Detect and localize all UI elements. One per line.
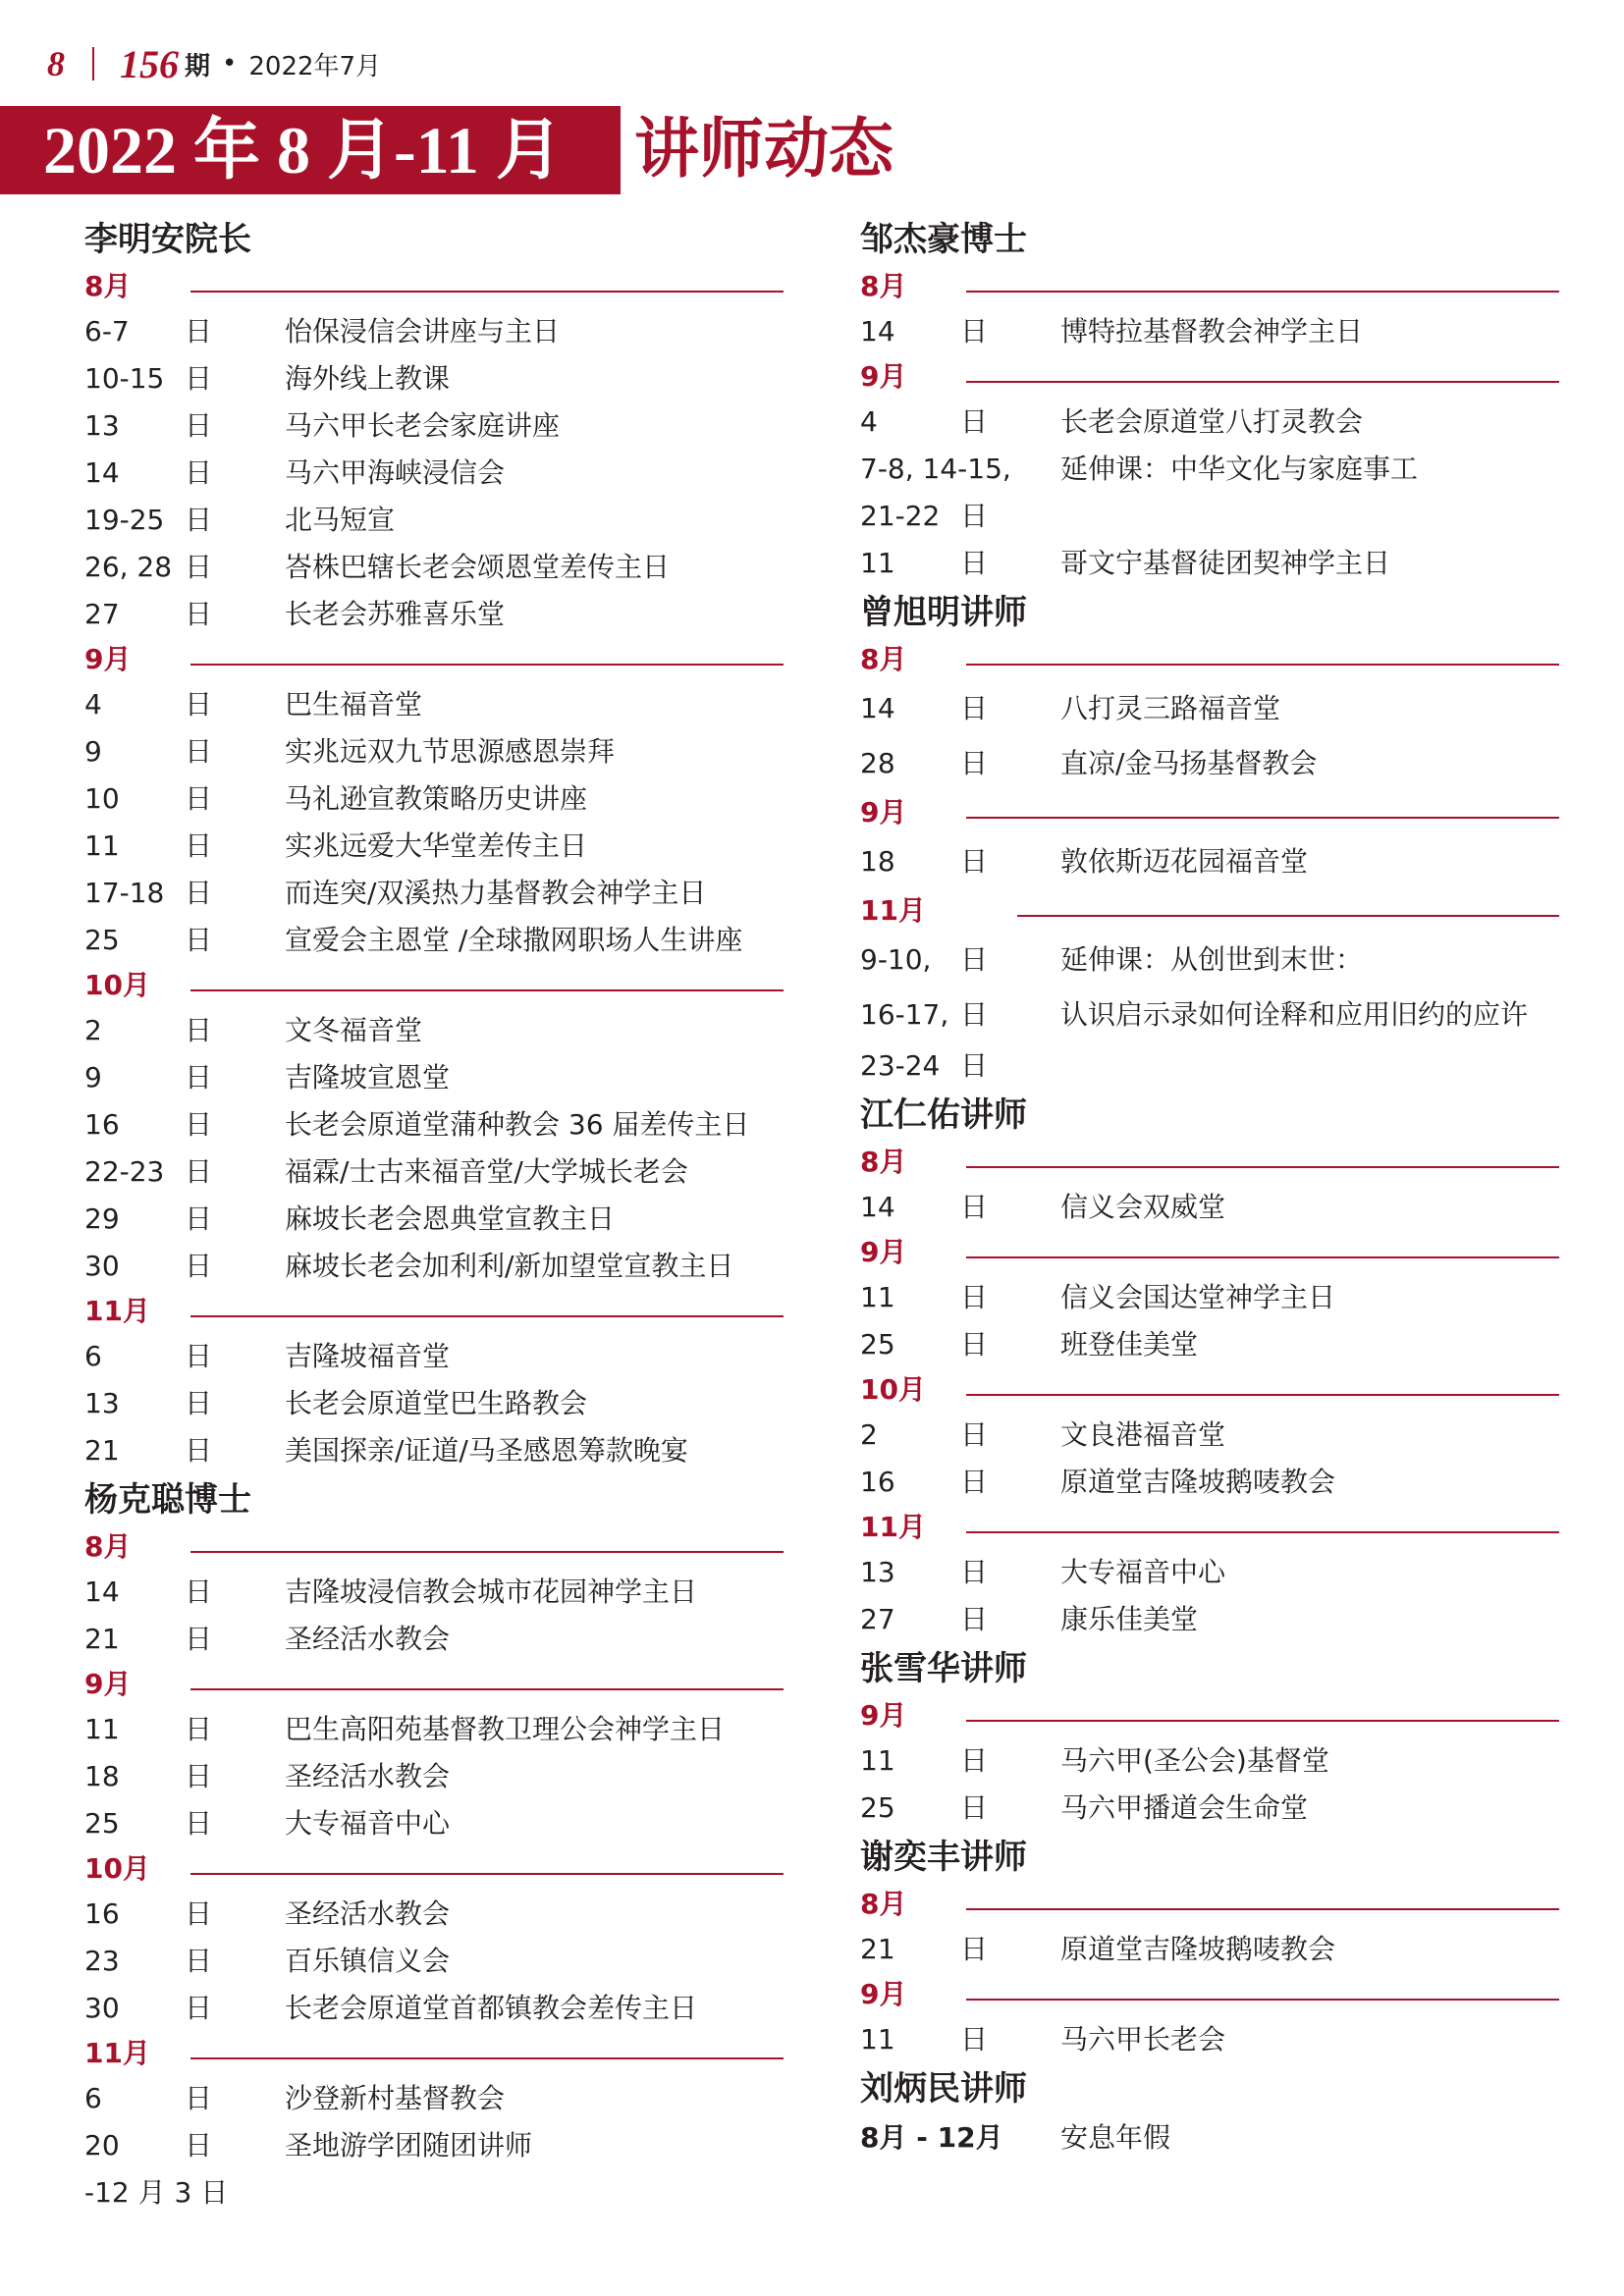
day-label: 日 (185, 504, 213, 536)
month-label: 8月 (860, 643, 907, 675)
day-label: 日 (960, 998, 989, 1031)
schedule-row (860, 1926, 1559, 1973)
schedule-row (860, 1596, 1559, 1643)
schedule-event: 美国探亲/证道/马圣感恩筹款晚宴 (285, 1434, 688, 1467)
day-label: 日 (960, 405, 989, 438)
month-header (860, 265, 1559, 308)
month-label: 8月 (860, 1888, 907, 1920)
month-header (84, 265, 784, 308)
schedule-date: 16-17, (860, 998, 949, 1031)
schedule-row (84, 1891, 784, 1938)
schedule-event: 信义会双威堂 (1060, 1191, 1226, 1223)
month-divider (966, 1256, 1559, 1258)
day-label: 日 (185, 1108, 213, 1141)
schedule-row (860, 681, 1559, 736)
month-divider (190, 1315, 784, 1317)
schedule-event: 信义会国达堂神学主日 (1060, 1281, 1336, 1313)
day-label: 日 (185, 1992, 213, 2024)
schedule-event: 马六甲(圣公会)基督堂 (1060, 1744, 1329, 1777)
month-header (860, 638, 1559, 681)
schedule-row (860, 1274, 1559, 1321)
day-label: 日 (185, 1014, 213, 1046)
schedule-row (860, 493, 1559, 540)
month-divider (966, 664, 1559, 666)
day-label: 日 (185, 688, 213, 721)
schedule-date: 11 (84, 829, 120, 862)
schedule-row (860, 540, 1559, 587)
month-header (84, 1290, 784, 1333)
schedule-row (84, 1800, 784, 1847)
month-divider (966, 817, 1559, 819)
day-label: 日 (185, 1202, 213, 1235)
schedule-event: 圣经活水教会 (285, 1760, 451, 1792)
schedule-date: 21 (84, 1434, 120, 1467)
day-label: 日 (960, 1603, 989, 1635)
schedule-event: 海外线上教课 (285, 362, 451, 395)
schedule-row (84, 1569, 784, 1616)
schedule-event: 沙登新村基督教会 (285, 2082, 506, 2114)
schedule-event: 巴生福音堂 (285, 688, 423, 721)
right-column (860, 214, 1559, 2162)
month-label: 10月 (860, 1373, 926, 1406)
schedule-row (860, 1549, 1559, 1596)
day-label: 日 (185, 1340, 213, 1372)
schedule-event: 百乐镇信义会 (285, 1945, 451, 1977)
month-divider (966, 1720, 1559, 1722)
schedule-event: 长老会原道堂首都镇教会差传主日 (285, 1992, 698, 2024)
month-label: 11月 (84, 2037, 150, 2069)
schedule-row (84, 681, 784, 728)
schedule-date: 6 (84, 1340, 102, 1372)
lecturer-name: 邹杰豪博士 (860, 220, 1027, 259)
schedule-event: 实兆远爱大华堂差传主日 (285, 829, 588, 862)
day-label: 日 (960, 1328, 989, 1361)
schedule-row (84, 870, 784, 917)
schedule-row (860, 1459, 1559, 1506)
day-label: 日 (960, 547, 989, 579)
schedule-event: 大专福音中心 (285, 1807, 451, 1840)
schedule-row (860, 1737, 1559, 1785)
day-label: 日 (960, 500, 989, 532)
month-header (860, 1506, 1559, 1549)
month-divider (190, 664, 784, 666)
date-range-label: 8月 - 12月 (860, 2121, 1003, 2154)
month-divider (190, 1688, 784, 1690)
schedule-event: 麻坡长老会恩典堂宣教主日 (285, 1202, 616, 1235)
schedule-row (860, 1785, 1559, 1832)
schedule-date: 7-8, 14-15, (860, 453, 1011, 485)
schedule-row (84, 917, 784, 964)
schedule-row (84, 1380, 784, 1427)
schedule-event: 马六甲播道会生命堂 (1060, 1791, 1309, 1824)
day-label: 日 (185, 1945, 213, 1977)
schedule-date: 13 (84, 409, 120, 442)
schedule-date: 2 (860, 1418, 878, 1451)
header-dot: • (222, 49, 238, 79)
schedule-event: 马六甲长老会 (1060, 2023, 1226, 2056)
schedule-event: 而连突/双溪热力基督教会神学主日 (285, 877, 707, 909)
schedule-row (860, 1184, 1559, 1231)
month-label: 8月 (860, 270, 907, 302)
schedule-event: 怡保浸信会讲座与主日 (285, 315, 561, 347)
day-label: 日 (960, 1466, 989, 1498)
schedule-date: 18 (860, 845, 895, 878)
schedule-event: 文良港福音堂 (1060, 1418, 1226, 1451)
schedule-date-extra: -12 月 3 日 (84, 2176, 229, 2209)
day-label: 日 (960, 1791, 989, 1824)
header-divider (92, 47, 94, 80)
schedule-row (860, 933, 1559, 988)
schedule-event: 峇株巴辖长老会颂恩堂差传主日 (285, 551, 671, 583)
schedule-event: 巴生高阳苑基督教卫理公会神学主日 (285, 1713, 726, 1745)
schedule-date: 9 (84, 735, 102, 768)
month-label: 9月 (860, 1978, 907, 2010)
schedule-date: 20 (84, 2129, 120, 2162)
day-label: 日 (185, 877, 213, 909)
schedule-row (84, 1054, 784, 1101)
day-label: 日 (185, 924, 213, 956)
schedule-row (84, 1427, 784, 1474)
month-label: 11月 (84, 1295, 150, 1327)
schedule-date: 18 (84, 1760, 120, 1792)
schedule-date: 14 (860, 692, 895, 724)
schedule-row (84, 2075, 784, 2122)
schedule-row (84, 2169, 784, 2216)
schedule-row (84, 728, 784, 775)
day-label: 日 (960, 1281, 989, 1313)
schedule-event: 马礼逊宣教策略历史讲座 (285, 782, 588, 815)
schedule-event: 长老会原道堂蒲种教会 36 届差传主日 (285, 1108, 750, 1141)
day-label: 日 (185, 782, 213, 815)
schedule-row (84, 1148, 784, 1196)
month-divider (190, 2057, 784, 2059)
schedule-row (84, 2122, 784, 2169)
schedule-event: 长老会原道堂八打灵教会 (1060, 405, 1364, 438)
month-label: 9月 (860, 1236, 907, 1268)
month-divider (966, 1394, 1559, 1396)
schedule-event: 马六甲海峡浸信会 (285, 456, 506, 489)
day-label: 日 (960, 1933, 989, 1965)
schedule-event: 实兆远双九节思源感恩崇拜 (285, 735, 616, 768)
month-divider (190, 291, 784, 293)
schedule-row (84, 402, 784, 450)
schedule-event: 延伸课：中华文化与家庭事工 (1060, 453, 1419, 485)
schedule-date: 10 (84, 782, 120, 815)
schedule-date: 27 (860, 1603, 895, 1635)
left-column (84, 214, 784, 2216)
day-label: 日 (960, 1191, 989, 1223)
schedule-date: 13 (860, 1556, 895, 1588)
schedule-row (860, 1321, 1559, 1368)
schedule-date: 21 (84, 1623, 120, 1655)
schedule-event: 圣经活水教会 (285, 1623, 451, 1655)
month-header (84, 1663, 784, 1706)
schedule-event: 长老会苏雅喜乐堂 (285, 598, 506, 630)
schedule-event: 敦依斯迈花园福音堂 (1060, 845, 1309, 878)
day-label: 日 (185, 409, 213, 442)
schedule-date: 29 (84, 1202, 120, 1235)
schedule-date: 25 (84, 924, 120, 956)
month-divider (966, 1531, 1559, 1533)
schedule-row (84, 308, 784, 355)
day-label: 日 (185, 735, 213, 768)
schedule-event: 大专福音中心 (1060, 1556, 1226, 1588)
month-label: 9月 (860, 796, 907, 828)
schedule-date: 21 (860, 1933, 895, 1965)
schedule-date: 25 (84, 1807, 120, 1840)
schedule-event: 哥文宁基督徒团契神学主日 (1060, 547, 1391, 579)
schedule-event: 康乐佳美堂 (1060, 1603, 1199, 1635)
schedule-event: 文冬福音堂 (285, 1014, 423, 1046)
issue-date: 2022年7月 (248, 51, 382, 81)
schedule-date: 6-7 (84, 315, 130, 347)
schedule-row (84, 1706, 784, 1753)
schedule-date: 25 (860, 1791, 895, 1824)
schedule-event: 圣地游学团随团讲师 (285, 2129, 533, 2162)
schedule-date: 14 (84, 1575, 120, 1608)
schedule-row (860, 399, 1559, 446)
day-label: 日 (960, 2023, 989, 2056)
month-header (84, 964, 784, 1007)
schedule-row (84, 355, 784, 402)
page-subtitle: 讲师动态 (634, 114, 893, 186)
day-label: 日 (185, 1434, 213, 1467)
schedule-date: 19-25 (84, 504, 165, 536)
month-divider (966, 1166, 1559, 1168)
month-label: 10月 (84, 969, 150, 1001)
schedule-event: 长老会原道堂巴生路教会 (285, 1387, 588, 1419)
schedule-date: 17-18 (84, 877, 165, 909)
month-divider (1017, 915, 1559, 917)
month-header (860, 1231, 1559, 1274)
lecturer-name: 李明安院长 (84, 220, 251, 259)
lecturer-name: 张雪华讲师 (860, 1649, 1027, 1688)
schedule-date: 26, 28 (84, 551, 173, 583)
schedule-event: 原道堂吉隆坡鹅唛教会 (1060, 1933, 1336, 1965)
month-header (860, 1883, 1559, 1926)
schedule-date: 2 (84, 1014, 102, 1046)
month-header (860, 1141, 1559, 1184)
schedule-date: 21-22 (860, 500, 941, 532)
schedule-row (860, 736, 1559, 791)
schedule-date: 4 (84, 688, 102, 721)
schedule-date: 16 (84, 1108, 120, 1141)
month-label: 11月 (860, 894, 926, 927)
schedule-date: 6 (84, 2082, 102, 2114)
schedule-row (860, 2016, 1559, 2063)
schedule-date: 23 (84, 1945, 120, 1977)
schedule-row (860, 988, 1559, 1042)
schedule-event: 吉隆坡浸信教会城市花园神学主日 (285, 1575, 698, 1608)
schedule-row (84, 1753, 784, 1800)
month-divider (190, 989, 784, 991)
schedule-date: 16 (860, 1466, 895, 1498)
month-header (84, 2032, 784, 2075)
schedule-date: 22-23 (84, 1155, 165, 1188)
schedule-event: 博特拉基督教会神学主日 (1060, 315, 1364, 347)
schedule-event: 安息年假 (1060, 2121, 1171, 2154)
month-label: 11月 (860, 1511, 926, 1543)
month-header (84, 1525, 784, 1569)
issue-number: 156 (120, 41, 179, 86)
schedule-event: 认识启示录如何诠释和应用旧约的应许 (1060, 998, 1529, 1031)
month-divider (966, 381, 1559, 383)
schedule-date: 9-10, (860, 943, 932, 976)
schedule-event: 宣爱会主恩堂 /全球撒网职场人生讲座 (285, 924, 743, 956)
day-label: 日 (960, 1418, 989, 1451)
month-header (860, 1368, 1559, 1412)
lecturer-name: 江仁佑讲师 (860, 1095, 1027, 1135)
lecturer-name: 谢奕丰讲师 (860, 1838, 1027, 1877)
schedule-date: 11 (860, 1744, 895, 1777)
day-label: 日 (185, 1155, 213, 1188)
day-label: 日 (185, 1807, 213, 1840)
schedule-row (84, 591, 784, 638)
schedule-date: 11 (860, 2023, 895, 2056)
schedule-row (84, 1616, 784, 1663)
day-label: 日 (185, 598, 213, 630)
schedule-date: 10-15 (84, 362, 165, 395)
month-header (860, 889, 1559, 933)
schedule-date: 30 (84, 1992, 120, 2024)
lecturer-name: 杨克聪博士 (84, 1480, 251, 1520)
month-label: 10月 (84, 1852, 150, 1885)
day-label: 日 (185, 1897, 213, 1930)
day-label: 日 (185, 1760, 213, 1792)
day-label: 日 (960, 1556, 989, 1588)
schedule-date: 27 (84, 598, 120, 630)
lecturer-name: 刘炳民讲师 (860, 2069, 1027, 2109)
month-label: 9月 (860, 1699, 907, 1732)
month-header (860, 1973, 1559, 2016)
day-label: 日 (185, 456, 213, 489)
schedule-date: 23-24 (860, 1049, 941, 1082)
day-label: 日 (960, 747, 989, 779)
month-label: 9月 (860, 360, 907, 393)
month-header (84, 638, 784, 681)
schedule-row (84, 1985, 784, 2032)
schedule-event: 直凉/金马扬基督教会 (1060, 747, 1318, 779)
schedule-date: 16 (84, 1897, 120, 1930)
schedule-row (84, 1333, 784, 1380)
schedule-event: 北马短宣 (285, 504, 396, 536)
schedule-date: 4 (860, 405, 878, 438)
schedule-row (860, 308, 1559, 355)
day-label: 日 (960, 315, 989, 347)
day-label: 日 (185, 2129, 213, 2162)
day-label: 日 (960, 845, 989, 878)
schedule-date: 28 (860, 747, 895, 779)
schedule-event: 八打灵三路福音堂 (1060, 692, 1281, 724)
month-label: 8月 (84, 1530, 132, 1563)
schedule-row (84, 544, 784, 591)
schedule-row (860, 834, 1559, 889)
day-label: 日 (185, 362, 213, 395)
month-divider (966, 1999, 1559, 2001)
schedule-event: 吉隆坡宣恩堂 (285, 1061, 451, 1094)
schedule-event: 马六甲长老会家庭讲座 (285, 409, 561, 442)
schedule-row (860, 1042, 1559, 1090)
schedule-event: 圣经活水教会 (285, 1897, 451, 1930)
day-label: 日 (960, 943, 989, 976)
month-header (860, 1694, 1559, 1737)
schedule-date: 14 (84, 456, 120, 489)
schedule-event: 班登佳美堂 (1060, 1328, 1199, 1361)
day-label: 日 (185, 551, 213, 583)
month-label: 9月 (84, 643, 132, 675)
schedule-date: 25 (860, 1328, 895, 1361)
day-label: 日 (185, 829, 213, 862)
schedule-row (84, 497, 784, 544)
month-label: 8月 (84, 270, 132, 302)
day-label: 日 (185, 2082, 213, 2114)
day-label: 日 (960, 692, 989, 724)
schedule-row (860, 1412, 1559, 1459)
issue-suffix: 期 (185, 51, 211, 81)
schedule-row (84, 775, 784, 823)
month-divider (190, 1873, 784, 1875)
day-label: 日 (960, 1049, 989, 1082)
page-header (47, 39, 381, 88)
month-header (860, 355, 1559, 399)
day-label: 日 (185, 1250, 213, 1282)
month-header (84, 1847, 784, 1891)
month-divider (190, 1551, 784, 1553)
day-label: 日 (185, 1575, 213, 1608)
schedule-row (84, 1196, 784, 1243)
schedule-date: 9 (84, 1061, 102, 1094)
schedule-row (84, 1938, 784, 1985)
schedule-row (84, 1101, 784, 1148)
schedule-row (84, 823, 784, 870)
schedule-event: 麻坡长老会加利利/新加望堂宣教主日 (285, 1250, 734, 1282)
day-label: 日 (185, 1623, 213, 1655)
schedule-event: 吉隆坡福音堂 (285, 1340, 451, 1372)
day-label: 日 (185, 1061, 213, 1094)
schedule-date: 13 (84, 1387, 120, 1419)
schedule-date: 14 (860, 1191, 895, 1223)
month-divider (966, 1908, 1559, 1910)
schedule-event: 延伸课：从创世到末世： (1060, 943, 1364, 976)
schedule-row (860, 2114, 1559, 2162)
page-number: 8 (47, 44, 65, 83)
day-label: 日 (960, 1744, 989, 1777)
schedule-row (84, 1007, 784, 1054)
month-label: 8月 (860, 1146, 907, 1178)
schedule-date: 30 (84, 1250, 120, 1282)
month-label: 9月 (84, 1668, 132, 1700)
month-header (860, 791, 1559, 834)
page-title: 2022 年 8 月-11 月 (43, 113, 563, 187)
lecturer-name: 曾旭明讲师 (860, 593, 1027, 632)
month-divider (966, 291, 1559, 293)
schedule-date: 11 (860, 1281, 895, 1313)
schedule-event: 原道堂吉隆坡鹅唛教会 (1060, 1466, 1336, 1498)
day-label: 日 (185, 1387, 213, 1419)
schedule-date: 11 (860, 547, 895, 579)
schedule-event: 福霖/士古来福音堂/大学城长老会 (285, 1155, 688, 1188)
schedule-date: 11 (84, 1713, 120, 1745)
schedule-date: 14 (860, 315, 895, 347)
schedule-row (84, 450, 784, 497)
schedule-row (860, 446, 1559, 493)
day-label: 日 (185, 315, 213, 347)
schedule-row (84, 1243, 784, 1290)
day-label: 日 (185, 1713, 213, 1745)
